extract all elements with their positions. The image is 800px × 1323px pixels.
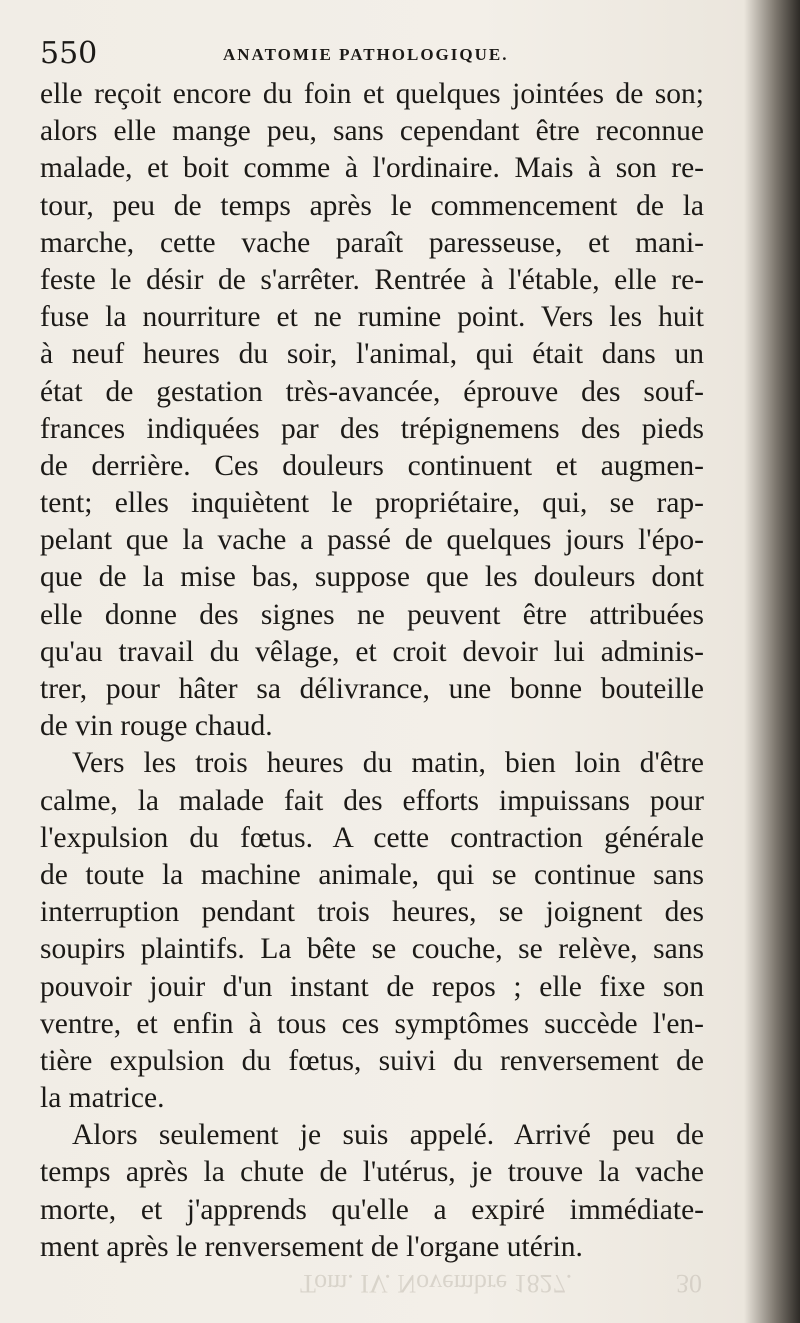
running-head: ANATOMIE PATHOLOGIQUE.	[223, 45, 509, 64]
text-line: elle donne des signes ne peuvent être attribuées	[40, 598, 704, 631]
text-line: fuse la nourriture et ne rumine point. Vers les huit	[40, 301, 704, 334]
footer-volume-reference: Tom. IV. Novembre 1827.	[300, 1269, 573, 1298]
text-line: morte, et j'apprends qu'elle a expiré immédiate-	[40, 1193, 704, 1226]
text-line: de toute la machine animale, qui se continue sans	[40, 858, 704, 891]
bleed-through-footer	[300, 1262, 720, 1298]
footer-signature-mark: 30	[676, 1269, 702, 1298]
body-text	[40, 76, 704, 1266]
text-line: calme, la malade fait des efforts impuissans pour	[40, 784, 704, 817]
text-line: Alors seulement je suis appelé. Arrivé peu de	[72, 1119, 704, 1152]
text-line: ment après le renversement de l'organe utérin.	[40, 1230, 583, 1263]
text-line: l'expulsion du fœtus. A cette contraction générale	[40, 821, 704, 854]
text-line: temps après la chute de l'utérus, je trouve la vache	[40, 1156, 704, 1189]
text-line: de vin rouge chaud.	[40, 710, 273, 743]
text-line: frances indiquées par des trépignemens des pieds	[40, 412, 704, 445]
text-line: interruption pendant trois heures, se joignent des	[40, 896, 704, 929]
text-line: la matrice.	[40, 1082, 165, 1115]
text-line: qu'au travail du vêlage, et croit devoir lui adminis-	[40, 635, 704, 668]
paragraph	[40, 745, 704, 1117]
paragraph	[40, 76, 704, 745]
text-line: état de gestation très-avancée, éprouve des souf-	[40, 375, 704, 408]
text-line: soupirs plaintifs. La bête se couche, se relève, sans	[40, 933, 704, 966]
text-line: pelant que la vache a passé de quelques jours l'épo-	[40, 524, 704, 557]
text-line: feste le désir de s'arrêter. Rentrée à l'étable, elle re-	[40, 263, 704, 296]
text-line: pouvoir jouir d'un instant de repos ; elle fixe son	[40, 970, 704, 1003]
text-line: trer, pour hâter sa délivrance, une bonne bouteille	[40, 673, 704, 705]
text-line: malade, et boit comme à l'ordinaire. Mais à son re-	[40, 152, 704, 185]
text-line: tent; elles inquiètent le propriétaire, qui, se rap-	[40, 487, 704, 520]
text-line: marche, cette vache paraît paresseuse, et mani-	[40, 226, 704, 259]
page-number: 550	[40, 36, 98, 71]
page-header	[40, 34, 720, 78]
text-line: à neuf heures du soir, l'animal, qui était dans un	[40, 338, 704, 371]
text-line: tour, peu de temps après le commencement de la	[40, 189, 704, 222]
text-line: ventre, et enfin à tous ces symptômes succède l'en-	[40, 1007, 704, 1040]
text-line: tière expulsion du fœtus, suivi du renversement de	[40, 1044, 704, 1077]
text-line: que de la mise bas, suppose que les douleurs dont	[40, 561, 704, 594]
paragraph	[40, 1117, 704, 1266]
text-line: Vers les trois heures du matin, bien loin d'être	[72, 747, 704, 780]
text-line: de derrière. Ces douleurs continuent et augmen-	[40, 449, 704, 482]
text-line: alors elle mange peu, sans cependant être reconnue	[40, 115, 704, 148]
text-line: elle reçoit encore du foin et quelques jointées de son;	[40, 78, 704, 110]
